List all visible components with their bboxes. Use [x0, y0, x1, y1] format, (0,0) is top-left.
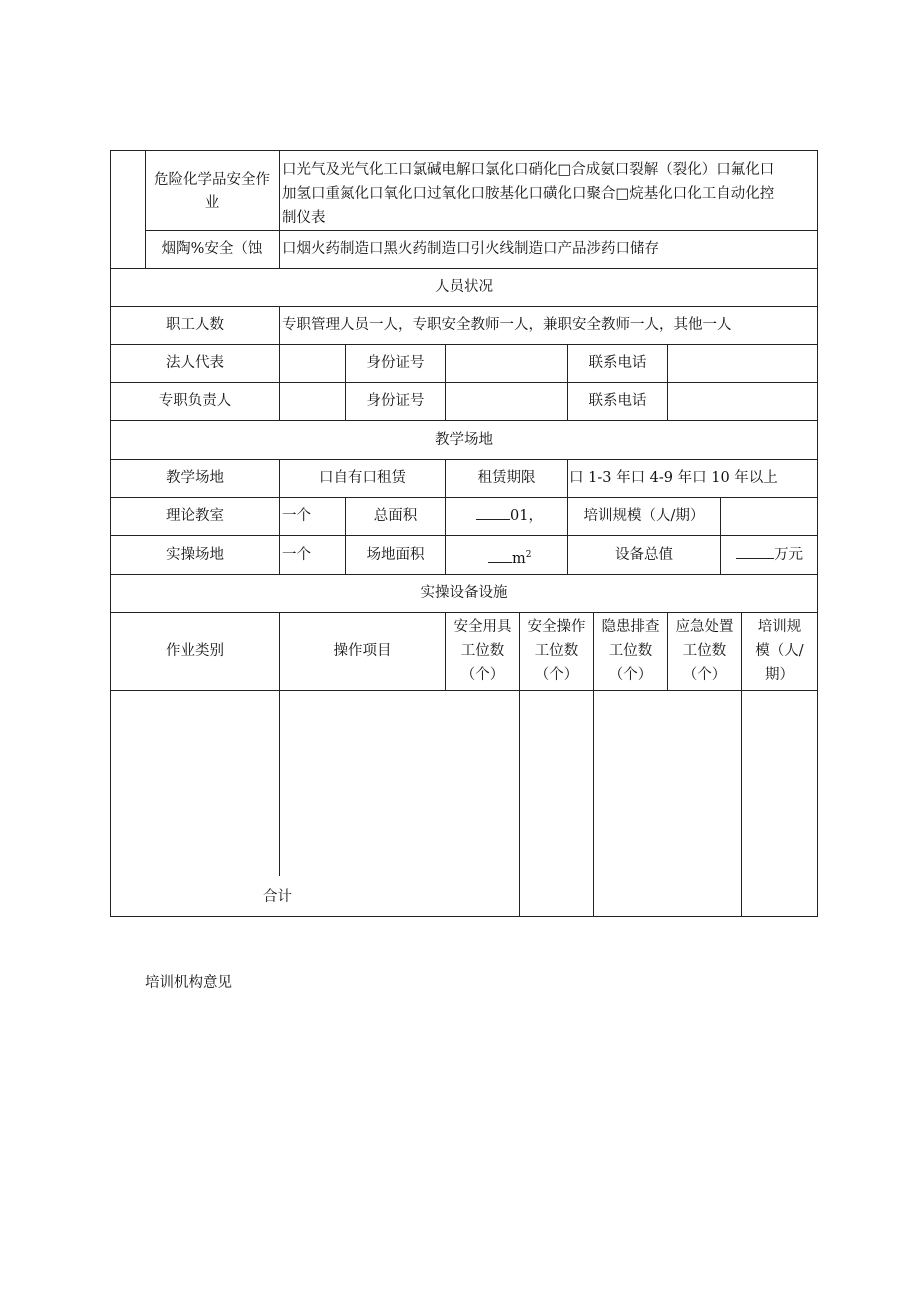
- equip-value: 万元: [736, 543, 803, 567]
- legal-rep-phone-label: 联系电话: [588, 355, 647, 371]
- site-section-title: 教学场地: [435, 432, 493, 448]
- hazmat-label-line2: 业: [204, 195, 220, 211]
- equipment-section-title: 实操设备设施: [420, 585, 508, 601]
- ownership-options: 口自有口租赁: [319, 470, 406, 486]
- site-area-value: $m^2$: [488, 543, 531, 571]
- legal-rep-label: 法人代表: [166, 355, 224, 371]
- manager-id-label: 身份证号: [366, 393, 425, 409]
- total-label: 合计: [263, 889, 292, 905]
- legal-rep-id-label: 身份证号: [366, 355, 425, 371]
- col-ops: 安全操作 工位数 （个）: [527, 619, 586, 683]
- hazmat-options-line1: 口光气及光气化工口氯碱电解口氯化口硝化□合成氨口裂解（裂化）口氟化口: [282, 162, 775, 178]
- equip-value-label: 设备总值: [615, 547, 673, 563]
- opinion-label: 培训机构意见: [145, 975, 232, 991]
- lease-label: 租赁期限: [477, 470, 536, 486]
- fireworks-label: 烟陶%安全（蚀: [161, 241, 263, 257]
- total-area-label: 总面积: [373, 508, 418, 524]
- practice-label: 实操场地: [166, 547, 224, 563]
- total-area-value: 01，: [476, 504, 543, 528]
- site-label: 教学场地: [166, 470, 224, 486]
- site-area-label: 场地面积: [366, 547, 425, 563]
- hazmat-options-line2: 加氢口重氮化口氧化口过氧化口胺基化口磺化口聚合□烷基化口化工自动化控: [282, 186, 775, 202]
- col-category: 作业类别: [166, 643, 224, 659]
- manager-phone-label: 联系电话: [588, 393, 647, 409]
- col-hazard: 隐患排查 工位数 （个）: [601, 619, 660, 683]
- theory-count: 一个: [282, 508, 311, 524]
- fireworks-options: 口烟火药制造口黑火药制造口引火线制造口产品涉药口储存: [282, 241, 659, 257]
- col-tools: 安全用具 工位数 （个）: [453, 619, 512, 683]
- staff-label: 职工人数: [166, 317, 224, 333]
- scale-label: 培训规模（人/期）: [583, 508, 705, 524]
- hazmat-label-line1: 危险化学品安全作: [154, 172, 270, 188]
- col-scale: 培训规 模（人/ 期）: [755, 619, 804, 683]
- manager-label: 专职负责人: [158, 393, 232, 409]
- col-emergency: 应急处置 工位数 （个）: [675, 619, 734, 683]
- personnel-section-title: 人员状况: [435, 279, 493, 295]
- hazmat-options-line3: 制仪表: [282, 210, 326, 226]
- theory-label: 理论教室: [166, 508, 224, 524]
- col-project: 操作项目: [333, 643, 392, 659]
- lease-options: 口 1-3 年口 4-9 年口 10 年以上: [569, 470, 778, 486]
- staff-value: 专职管理人员一人，专职安全教师一人，兼职安全教师一人，其他一人: [282, 317, 732, 333]
- practice-count: 一个: [282, 547, 311, 563]
